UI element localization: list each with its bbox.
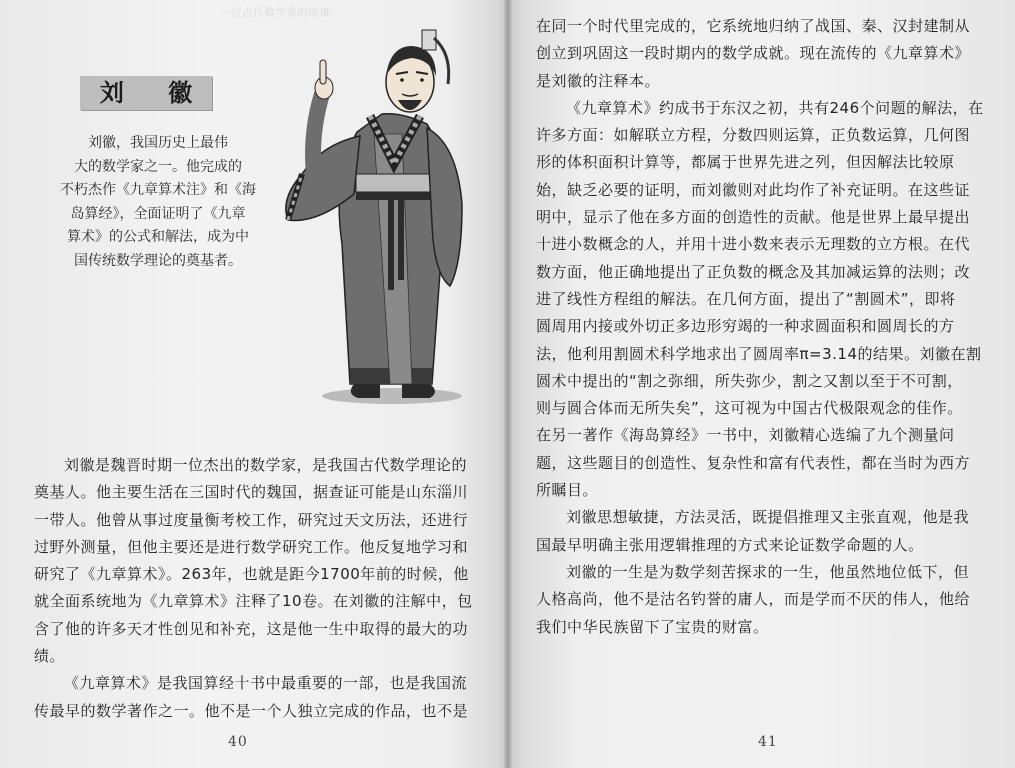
text-line: 传最早的数学著作之一。他不是一个人独立完成的作品，也不是 [34, 701, 469, 720]
text-line: 是刘徽的注释本。 [536, 71, 661, 90]
text-line: 许多方面：如解联立方程，分数四则运算，正负数运算，几何图 [536, 126, 971, 145]
text-line: 过野外测量，但他主要还是进行数学研究工作。他反复地学习和 [34, 537, 469, 556]
text-line: 进了线性方程组的解法。在几何方面，提出了“割圆术”，即将 [536, 289, 956, 308]
text-line: 研究了《九章算术》。263年，也就是距今1700年前的时候，他 [34, 565, 469, 584]
left-body-text [34, 452, 474, 725]
text-line: 圆术中提出的“割之弥细，所失弥少，割之又割以至于不可割， [536, 371, 963, 390]
text-line: 创立到巩固这一段时期内的数学成就。现在流传的《九章算术》 [536, 44, 971, 63]
text-line: 刘徽是魏晋时期一位杰出的数学家，是我国古代数学理论的 [64, 456, 468, 474]
text-line: 数方面，他正确地提出了正负数的概念及其加减运算的法则；改 [536, 262, 971, 281]
page-title: 刘 徽 [80, 76, 212, 110]
text-line: 含了他的许多天才性创见和补充，这是他一生中取得的最大的功 [34, 619, 469, 638]
text-line: 国最早明确主张用逻辑推理的方式来论证数学命题的人。 [536, 535, 924, 554]
text-line: 人格高尚，他不是沽名钓誉的庸人，而是学而不厌的伟人，他给 [536, 590, 971, 609]
right-body-text [536, 13, 988, 641]
text-line: 奠基人。他主要生活在三国时代的魏国，据查证可能是山东淄川 [34, 483, 469, 502]
text-line: 始，缺乏必要的证明，而刘徽则对此均作了补充证明。在这些证 [536, 180, 971, 199]
text-line: 《九章算术》约成书于东汉之初，共有246个问题的解法，在 [566, 98, 984, 117]
intro-line: 岛算经》，全面证明了《九章 [70, 205, 246, 222]
text-line: 一带人。他曾从事过度量衡考校工作，研究过天文历法，还进行 [34, 510, 469, 529]
page-number: 40 [228, 734, 248, 750]
text-line: 在同一个时代里完成的，它系统地归纳了战国、秦、汉封建制从 [536, 17, 971, 35]
intro-line: 算术》的公式和解法，成为中 [67, 229, 249, 245]
intro-line: 刘徽，我国历史上最伟 [88, 135, 228, 151]
faded-bleed-through-text: 一位古代数学家的故事 [220, 6, 330, 19]
intro-line: 国传统数学理论的奠基者。 [74, 252, 242, 269]
text-line: 明中，显示了他在多方面的创造性的贡献。他是世界上最早提出 [536, 208, 971, 227]
text-line: 十进小数概念的人，并用十进小数来表示无理数的立方根。在代 [536, 235, 971, 254]
text-line: 则与圆合体而无所失矣”，这可视为中国古代极限观念的佳作。 [536, 399, 963, 418]
text-line: 《九章算术》是我国算经十书中最重要的一部，也是我国流 [64, 674, 468, 693]
text-line: 我们中华民族留下了宝贵的财富。 [536, 617, 769, 636]
text-line: 法，他利用割圆术科学地求出了圆周率π=3.14的结果。刘徽在割 [536, 344, 982, 363]
text-line: 所瞩目。 [536, 481, 599, 500]
intro-line: 不朽杰作《九章算术注》和《海 [60, 182, 256, 198]
text-line: 圆周用内接或外切正多边形穷竭的一种求圆面积和圆周长的方 [536, 317, 955, 336]
text-line: 就全面系统地为《九章算术》注释了10卷。在刘徽的注解中，包 [34, 592, 473, 611]
intro-paragraph [40, 132, 276, 273]
text-line: 刘徽的一生是为数学刻苦探求的一生，他虽然地位低下，但 [566, 562, 970, 581]
book-gutter [504, 0, 512, 768]
liu-hui-illustration-icon [262, 24, 482, 410]
text-line: 绩。 [34, 647, 66, 666]
page-number: 41 [758, 734, 778, 750]
text-line: 题，这些题目的创造性、复杂性和富有代表性，都在当时为西方 [536, 453, 971, 472]
text-line: 刘徽思想敏捷，方法灵活，既提倡推理又主张直观，他是我 [566, 508, 970, 527]
intro-line: 大的数学家之一。他完成的 [74, 158, 242, 175]
text-line: 在另一著作《海岛算经》一书中，刘徽精心选编了九个测量问 [536, 426, 955, 445]
text-line: 形的体积面积计算等，都属于世界先进之列，但因解法比较原 [536, 153, 955, 172]
